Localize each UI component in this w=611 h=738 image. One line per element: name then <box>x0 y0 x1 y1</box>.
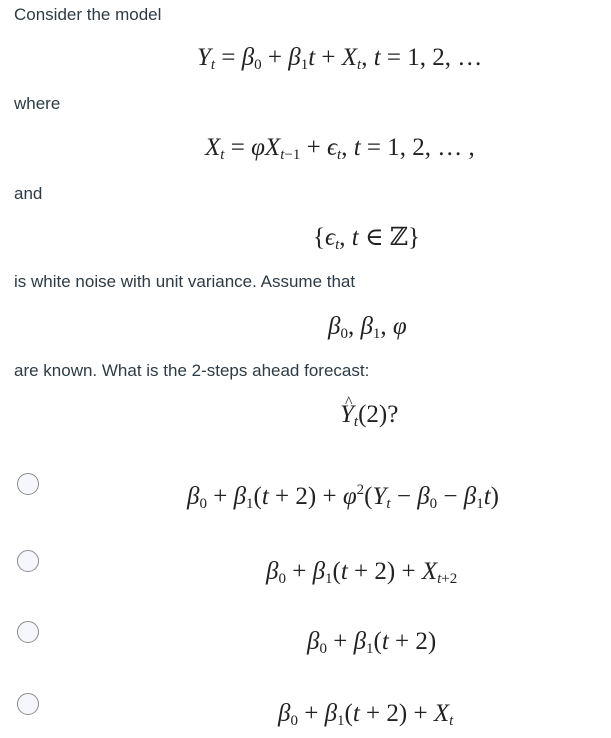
where-text: where <box>14 94 61 113</box>
parameters: $\beta_0$, $\beta_1$, φ <box>328 313 407 342</box>
option-a-label[interactable]: $\beta_0 + \beta_1(t + 2) + \varphi^2(Y_t - \beta_0 - \beta_1t)$ <box>187 482 499 512</box>
model-equation: $Y_t = \beta_0 + \beta_1t + X_t$, t = 1, 2, … <box>197 44 483 73</box>
forecast-symbol: ^ $Y_t(2)$? <box>340 400 398 430</box>
option-c-label[interactable]: $\beta_0 + \beta_1(t + 2)$ <box>307 628 437 657</box>
white-noise-text: is white noise with unit variance. Assume that <box>14 272 356 291</box>
noise-set: {$\epsilon_t$, t ∈ ℤ} <box>313 224 420 253</box>
ar-equation: $X_t = \varphi X_{t-1} + \epsilon_t$, t = 1, 2, … , <box>205 134 475 163</box>
intro-text: Consider the model <box>14 5 162 24</box>
and-text: and <box>14 184 43 203</box>
option-d-label[interactable]: $\beta_0 + \beta_1(t + 2) + X_t$ <box>278 700 454 729</box>
option-a-radio[interactable] <box>17 473 39 495</box>
known-text: are known. What is the 2-steps ahead forecast: <box>14 361 370 380</box>
option-b-radio[interactable] <box>17 550 39 572</box>
option-c-radio[interactable] <box>17 621 39 643</box>
option-b-label[interactable]: $\beta_0 + \beta_1(t + 2) + X_{t+2}$ <box>266 558 458 587</box>
option-d-radio[interactable] <box>17 693 39 715</box>
